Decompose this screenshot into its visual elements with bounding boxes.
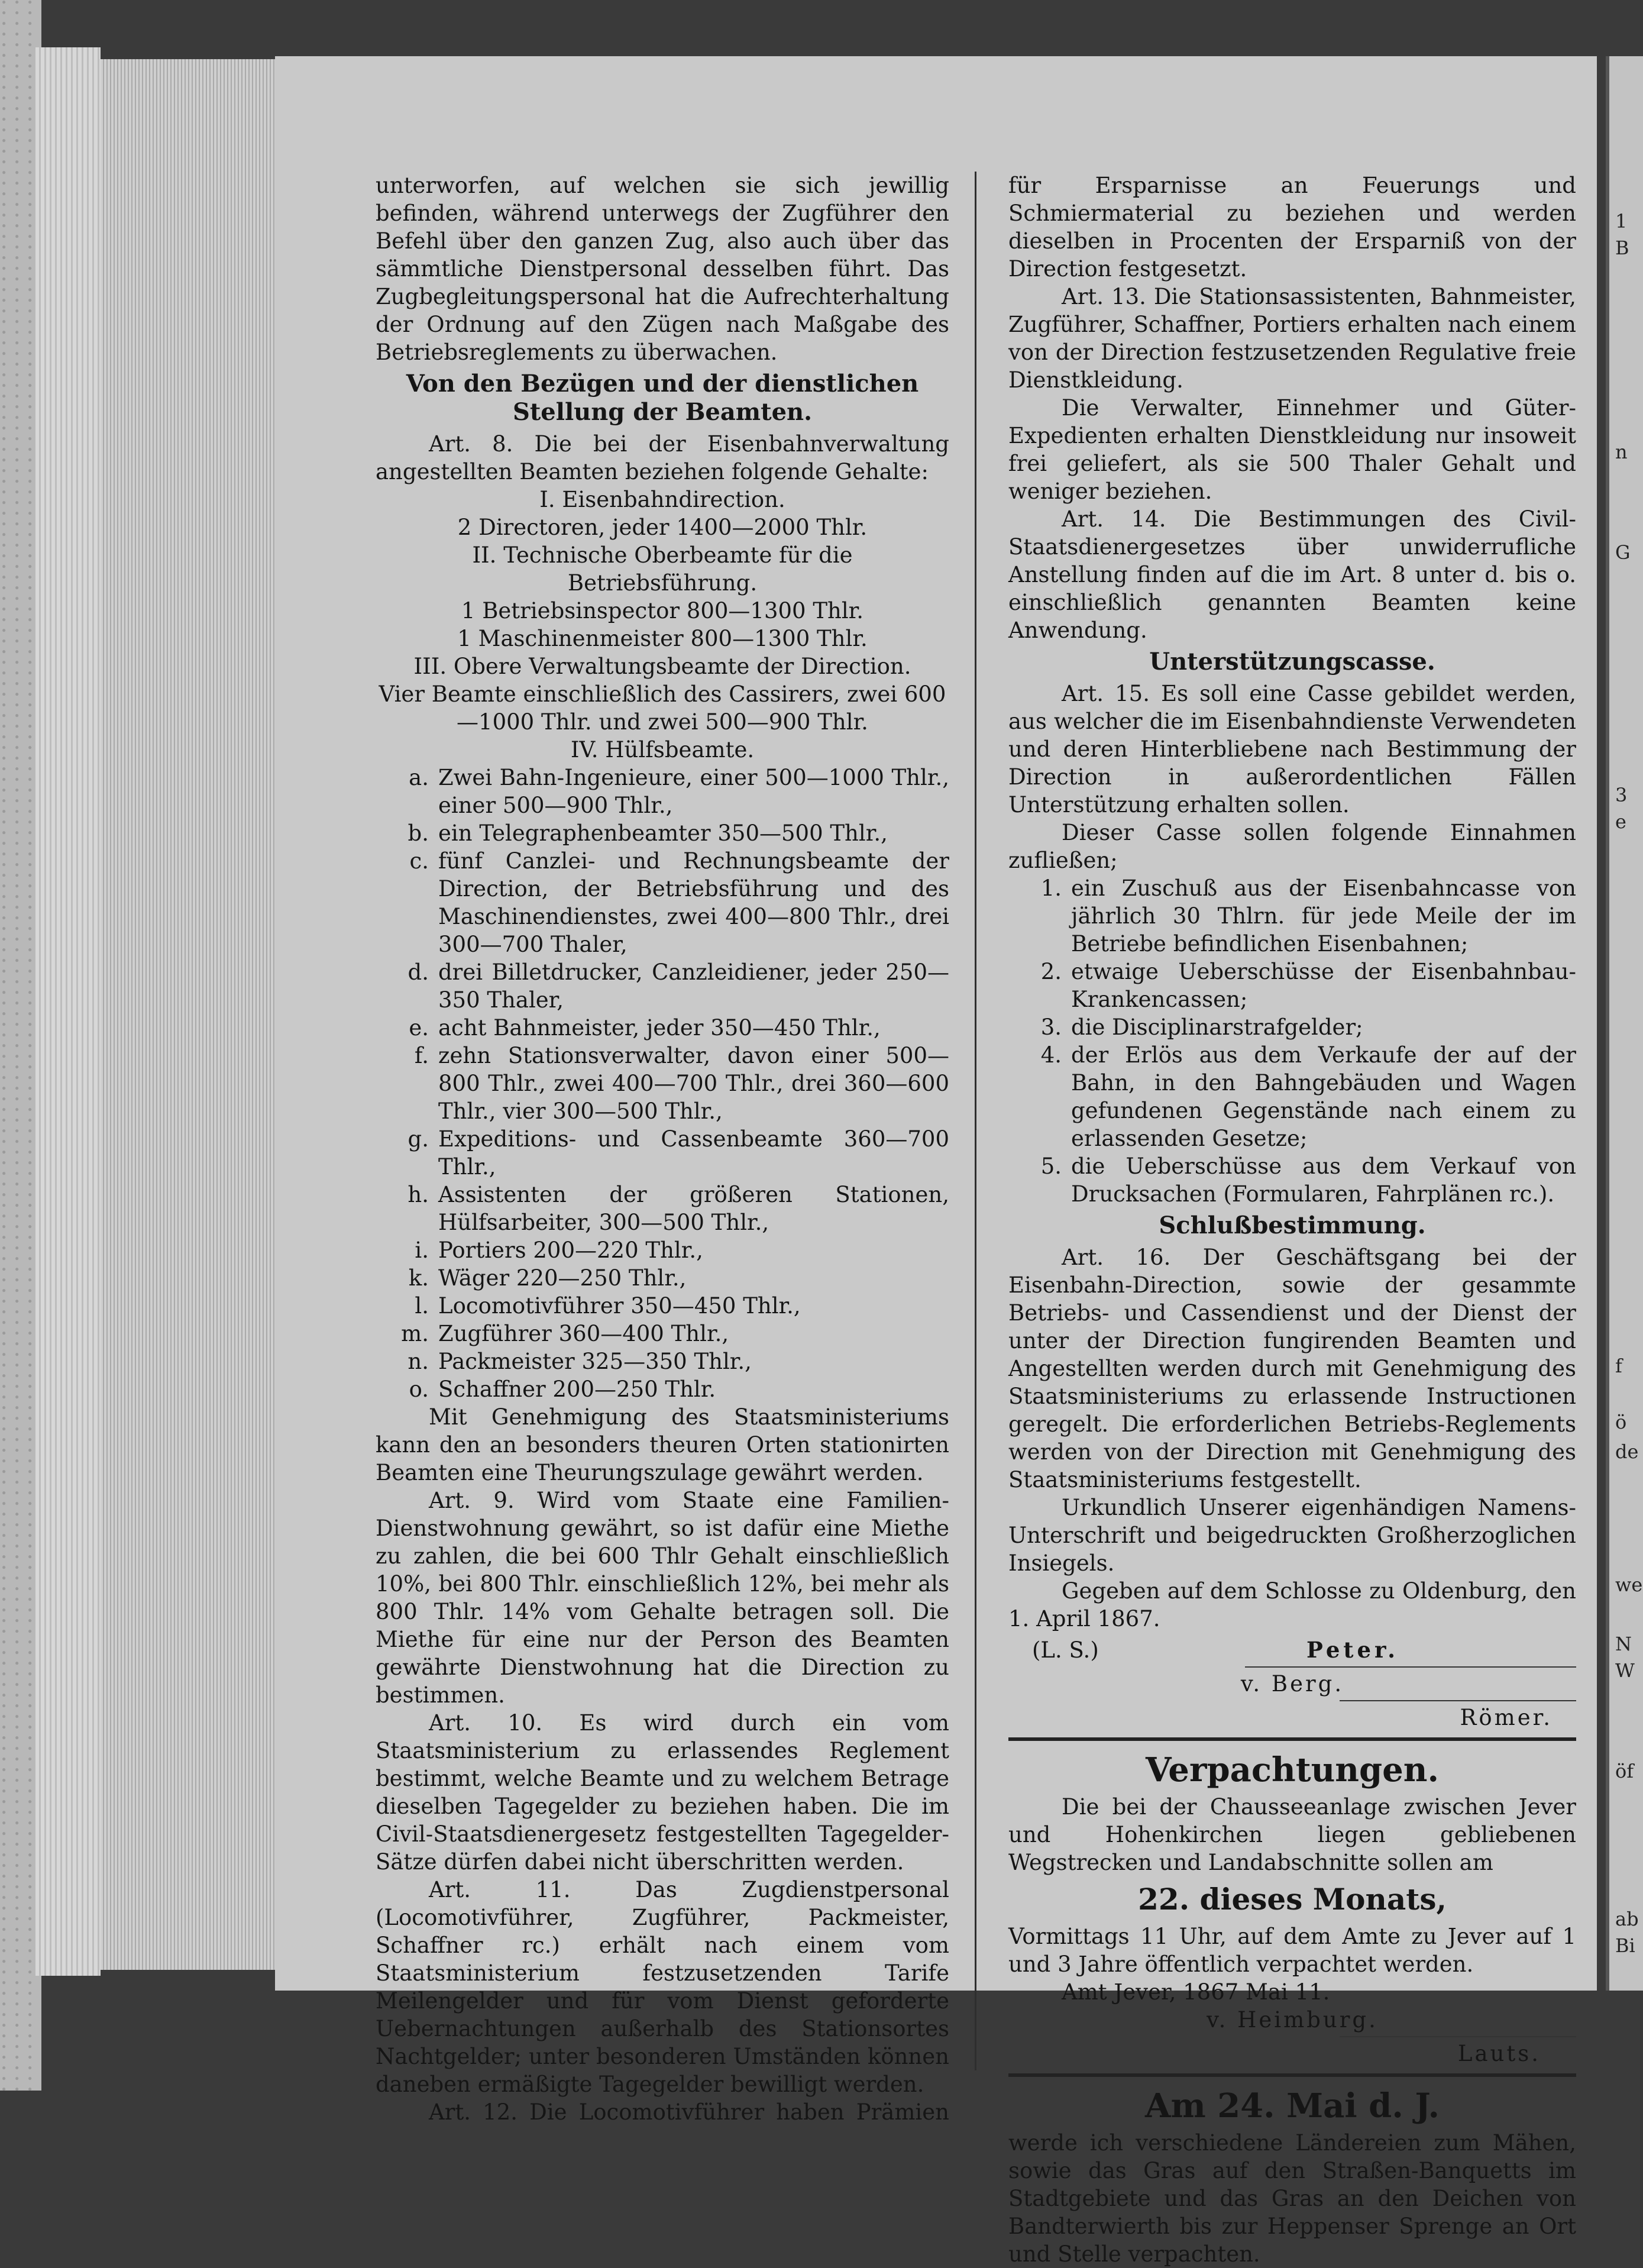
paragraph: werde ich verschiedene Ländereien zum Mähen, sowie das Gras auf den Straßen-Banquetts im Stadtgebiete und das Gras an den Deichen von Bandterwierth bis zur Heppenser Sprenge an Ort und Stelle verpachten. [1008, 2130, 1576, 2267]
list-text: Schaffner 200—250 Thlr. [438, 1377, 716, 1402]
signature: Peter. [1306, 1637, 1399, 1663]
signature: v. Heimburg. [1207, 2007, 1378, 2033]
divider [1008, 2073, 1576, 2077]
article-13: Art. 13. Die Stationsassistenten, Bahnmeister, Zugführer, Schaffner, Portiers erhalten nach einem von der Direction festzusetzenden Regulative freie Dienstkleidung. [1008, 284, 1576, 393]
list-text: acht Bahnmeister, jeder 350—450 Thlr., [438, 1015, 881, 1041]
section-heading: Am 24. Mai d. J. [1145, 2086, 1440, 2125]
list-item [1008, 958, 1576, 1013]
list-item [376, 1042, 949, 1125]
section-heading: Verpachtungen. [1146, 1750, 1439, 1789]
margin-fragment: ab [1615, 1908, 1639, 1930]
paragraph: unterworfen, auf welchen sie sich jewillig befinden, während unterwegs der Zugführer den Befehl über den ganzen Zug, also auch über das sämmtliche Dienstpersonal desselben führt. Das Zugbegleitungspersonal hat die Aufrechterhaltung der Ordnung auf den Zügen nach Maßgabe des Betriebsreglements zu überwachen. [376, 173, 949, 365]
list-text: Locomotivführer 350—450 Thlr., [438, 1293, 801, 1319]
margin-fragment: Bi [1615, 1934, 1635, 1957]
article-11: Art. 11. Das Zugdienstpersonal (Locomotivführer, Zugführer, Packmeister, Schaffner rc.) erhält nach einem vom Staatsministerium festzusetzenden Tarife Meilengelder und für vom Dienst geforderte Uebernachtungen außerhalb des Stationsortes Nachtgelder; unter besonderen Umständen können daneben ermäßigte Tagegelder bewilligt werden. [376, 1877, 949, 2097]
article-12: Art. 12. Die Locomotivführer haben Prämien [429, 2099, 949, 2125]
list-label: 1. [1040, 875, 1062, 901]
list-item [1008, 1013, 1576, 1041]
list-text: Expeditions- und Cassenbeamte 360—700 Thlr., [438, 1126, 949, 1180]
list-label: 4. [1040, 1042, 1062, 1068]
margin-fragment: öf [1615, 1760, 1634, 1782]
list-item [376, 1014, 949, 1042]
list-item [376, 958, 949, 1014]
list-text: etwaige Ueberschüsse der Eisenbahnbau-Krankencassen; [1071, 959, 1576, 1012]
salary-line: 2 Directoren, jeder 1400—2000 Thlr. [457, 515, 868, 540]
margin-fragment: e [1615, 810, 1626, 833]
article-8: Art. 8. Die bei der Eisenbahnverwaltung angestellten Beamten beziehen folgende Gehalte: [376, 431, 949, 484]
margin-fragment: N [1615, 1633, 1632, 1655]
list-label: b. [407, 820, 429, 846]
list-text: ein Zuschuß aus der Eisenbahncasse von jährlich 30 Thlrn. für jede Meile der im Betriebe befindlichen Eisenbahnen; [1071, 875, 1576, 957]
margin-fragment: we [1615, 1574, 1643, 1596]
signature: v. Berg. [1240, 1671, 1344, 1697]
list-text: drei Billetdrucker, Canzleidiener, jeder 250—350 Thaler, [438, 959, 949, 1013]
list-text: fünf Canzlei- und Rechnungsbeamte der Direction, der Betriebsführung und des Maschinendienstes, zwei 400—800 Thlr., drei 300—700 Thaler, [438, 848, 949, 957]
book-edge [35, 47, 101, 1976]
list-text: Zwei Bahn-Ingenieure, einer 500—1000 Thlr., einer 500—900 Thlr., [438, 765, 949, 818]
list-label: o. [409, 1377, 429, 1402]
column-rule [975, 172, 976, 2070]
margin-fragment: 3 [1615, 784, 1628, 806]
list-text: die Ueberschüsse aus dem Verkauf von Drucksachen (Formularen, Fahrplänen rc.). [1071, 1154, 1576, 1207]
seal-mark: (L. S.) [1032, 1637, 1099, 1663]
list-text: Packmeister 325—350 Thlr., [438, 1349, 752, 1374]
signature: Lauts. [1457, 2041, 1541, 2066]
paragraph: Urkundlich Unserer eigenhändigen Namens-Unterschrift und beigedruckten Großherzoglichen Insiegels. [1008, 1495, 1576, 1576]
list-label: m. [401, 1321, 429, 1346]
paragraph: Mit Genehmigung des Staatsministeriums kann den an besonders theuren Orten stationirten Beamten eine Theurungszulage gewährt werden. [376, 1404, 949, 1485]
left-column [376, 172, 949, 2126]
list-text: der Erlös aus dem Verkaufe der auf der Bahn, in den Bahngebäuden und Wagen gefundenen Gegenstände nach einem zu erlassenden Gesetze; [1071, 1042, 1576, 1151]
list-text: die Disciplinarstrafgelder; [1071, 1015, 1363, 1040]
divider [1245, 1666, 1576, 1668]
date-heading: 22. dieses Monats, [1138, 1882, 1447, 1917]
list-label: f. [414, 1043, 429, 1068]
article-16: Art. 16. Der Geschäftsgang bei der Eisenbahn-Direction, sowie der gesammte Betriebs- und Cassendienst und der Dienst der unter der Direction fungirenden Beamten und Angestellten werden durch mit Genehmigung des Staatsministeriums zu erlassende Instructionen geregelt. Die erforderlichen Betriebs-Reglements werden von der Direction mit Genehmigung des Staatsministeriums festgestellt. [1008, 1245, 1576, 1492]
list-item [376, 1181, 949, 1236]
list-item [376, 764, 949, 819]
list-label: l. [415, 1293, 429, 1319]
list-item [376, 1348, 949, 1375]
subsection-heading: II. Technische Oberbeamte für die Betriebsführung. [472, 542, 853, 596]
article-9: Art. 9. Wird vom Staate eine Familien-Dienstwohnung gewährt, so ist dafür eine Miethe zu zahlen, die bei 600 Thlr Gehalt einschließlich 10%, bei 800 Thlr. einschließlich 12%, bei mehr als 800 Thlr. 14% vom Gehalte betragen soll. Die Miethe für eine nur der Person des Beamten gewährte Dienstwohnung hat die Direction zu bestimmen. [376, 1488, 949, 1708]
list-label: i. [415, 1238, 429, 1263]
margin-fragment: W [1615, 1659, 1635, 1682]
list-item [1008, 1152, 1576, 1208]
paragraph: Die bei der Chausseeanlage zwischen Jever und Hohenkirchen liegen gebliebenen Wegstrecken und Landabschnitte sollen am [1008, 1794, 1576, 1875]
list-label: 2. [1040, 959, 1062, 984]
list-label: g. [407, 1126, 429, 1152]
margin-fragment: B [1615, 237, 1629, 259]
paragraph: für Ersparnisse an Feuerungs und Schmiermaterial zu beziehen und werden dieselben in Procenten der Ersparniß von der Direction festgesetzt. [1008, 173, 1576, 282]
section-heading: Von den Bezügen und der dienstlichen Stellung der Beamten. [406, 370, 919, 426]
list-label: k. [408, 1265, 429, 1291]
list-label: c. [409, 848, 429, 874]
subsection-heading: IV. Hülfsbeamte. [570, 737, 755, 763]
list-item [1008, 874, 1576, 958]
list-item [376, 1125, 949, 1181]
paragraph: Die Verwalter, Einnehmer und Güter-Expedienten erhalten Dienstkleidung nur insoweit frei geliefert, als sie 500 Thaler Gehalt und weniger beziehen. [1008, 395, 1576, 504]
list-item [1008, 1041, 1576, 1152]
list-label: d. [407, 959, 429, 985]
list-label: n. [407, 1349, 429, 1374]
margin-fragment: G [1615, 541, 1631, 564]
divider [1340, 2036, 1576, 2037]
list-text: zehn Stationsverwalter, davon einer 500—800 Thlr., zwei 400—700 Thlr., drei 360—600 Thlr., vier 300—500 Thlr., [438, 1043, 949, 1124]
section-heading: Schlußbestimmung. [1159, 1211, 1426, 1239]
list-text: Wäger 220—250 Thlr., [438, 1265, 687, 1291]
signature: Römer. [1460, 1705, 1553, 1730]
list-item [376, 1264, 949, 1292]
margin-fragment: 1 [1615, 210, 1628, 232]
salary-line: 1 Betriebsinspector 800—1300 Thlr. [461, 598, 864, 623]
list-item [376, 819, 949, 847]
list-label: 5. [1040, 1154, 1062, 1179]
page-stack [101, 59, 278, 1970]
list-text: Portiers 200—220 Thlr., [438, 1238, 703, 1263]
margin-fragment: de [1615, 1440, 1639, 1463]
list-label: 3. [1040, 1015, 1062, 1040]
paragraph: Dieser Casse sollen folgende Einnahmen zufließen; [1008, 820, 1576, 873]
list-label: h. [407, 1182, 429, 1207]
list-item [376, 1320, 949, 1348]
article-15: Art. 15. Es soll eine Casse gebildet werden, aus welcher die im Eisenbahndienste Verwendeten und deren Hinterbliebene nach Bestimmung der Direction in außerordentlichen Fällen Unterstützung erhalten sollen. [1008, 681, 1576, 818]
divider [1340, 1700, 1576, 1701]
paragraph: Amt Jever, 1867 Mai 11. [1062, 1979, 1330, 2005]
margin-fragment: ö [1615, 1411, 1627, 1433]
list-label: a. [409, 765, 429, 790]
article-14: Art. 14. Die Bestimmungen des Civil-Staatsdienergesetzes über unwiderrufliche Anstellung finden auf die im Art. 8 unter d. bis o. einschließlich genannten Beamten keine Anwendung. [1008, 506, 1576, 643]
list-item [376, 1292, 949, 1320]
subsection-heading: III. Obere Verwaltungsbeamte der Direction. [413, 654, 911, 679]
salary-line: 1 Maschinenmeister 800—1300 Thlr. [457, 626, 868, 651]
section-heading: Unterstützungscasse. [1149, 648, 1435, 676]
list-item [376, 1375, 949, 1403]
list-label: e. [409, 1015, 429, 1041]
next-page-edge [1606, 56, 1643, 1991]
divider [1008, 1737, 1576, 1741]
right-column [1008, 172, 1576, 2268]
margin-fragment: n [1615, 441, 1628, 463]
list-text: ein Telegraphenbeamter 350—500 Thlr., [438, 820, 888, 846]
salary-line: Vier Beamte einschließlich des Cassirers, zwei 600—1000 Thlr. und zwei 500—900 Thlr. [379, 681, 946, 735]
list-item [376, 1236, 949, 1264]
article-10: Art. 10. Es wird durch ein vom Staatsministerium zu erlassendes Reglement bestimmt, welche Beamte und zu welchem Betrage dieselben Tagegelder zu beziehen haben. Die im Civil-Staatsdienergesetz festgestellten Tagegelder-Sätze dürfen dabei nicht überschritten werden. [376, 1710, 949, 1875]
margin-fragment: f [1615, 1355, 1622, 1377]
paragraph: Vormittags 11 Uhr, auf dem Amte zu Jever auf 1 und 3 Jahre öffentlich verpachtet werden. [1008, 1924, 1576, 1977]
list-item [376, 847, 949, 958]
list-text: Assistenten der größeren Stationen, Hülfsarbeiter, 300—500 Thlr., [438, 1182, 949, 1235]
subsection-heading: I. Eisenbahndirection. [539, 487, 785, 512]
list-text: Zugführer 360—400 Thlr., [438, 1321, 729, 1346]
paragraph: Gegeben auf dem Schlosse zu Oldenburg, den 1. April 1867. [1008, 1578, 1576, 1631]
